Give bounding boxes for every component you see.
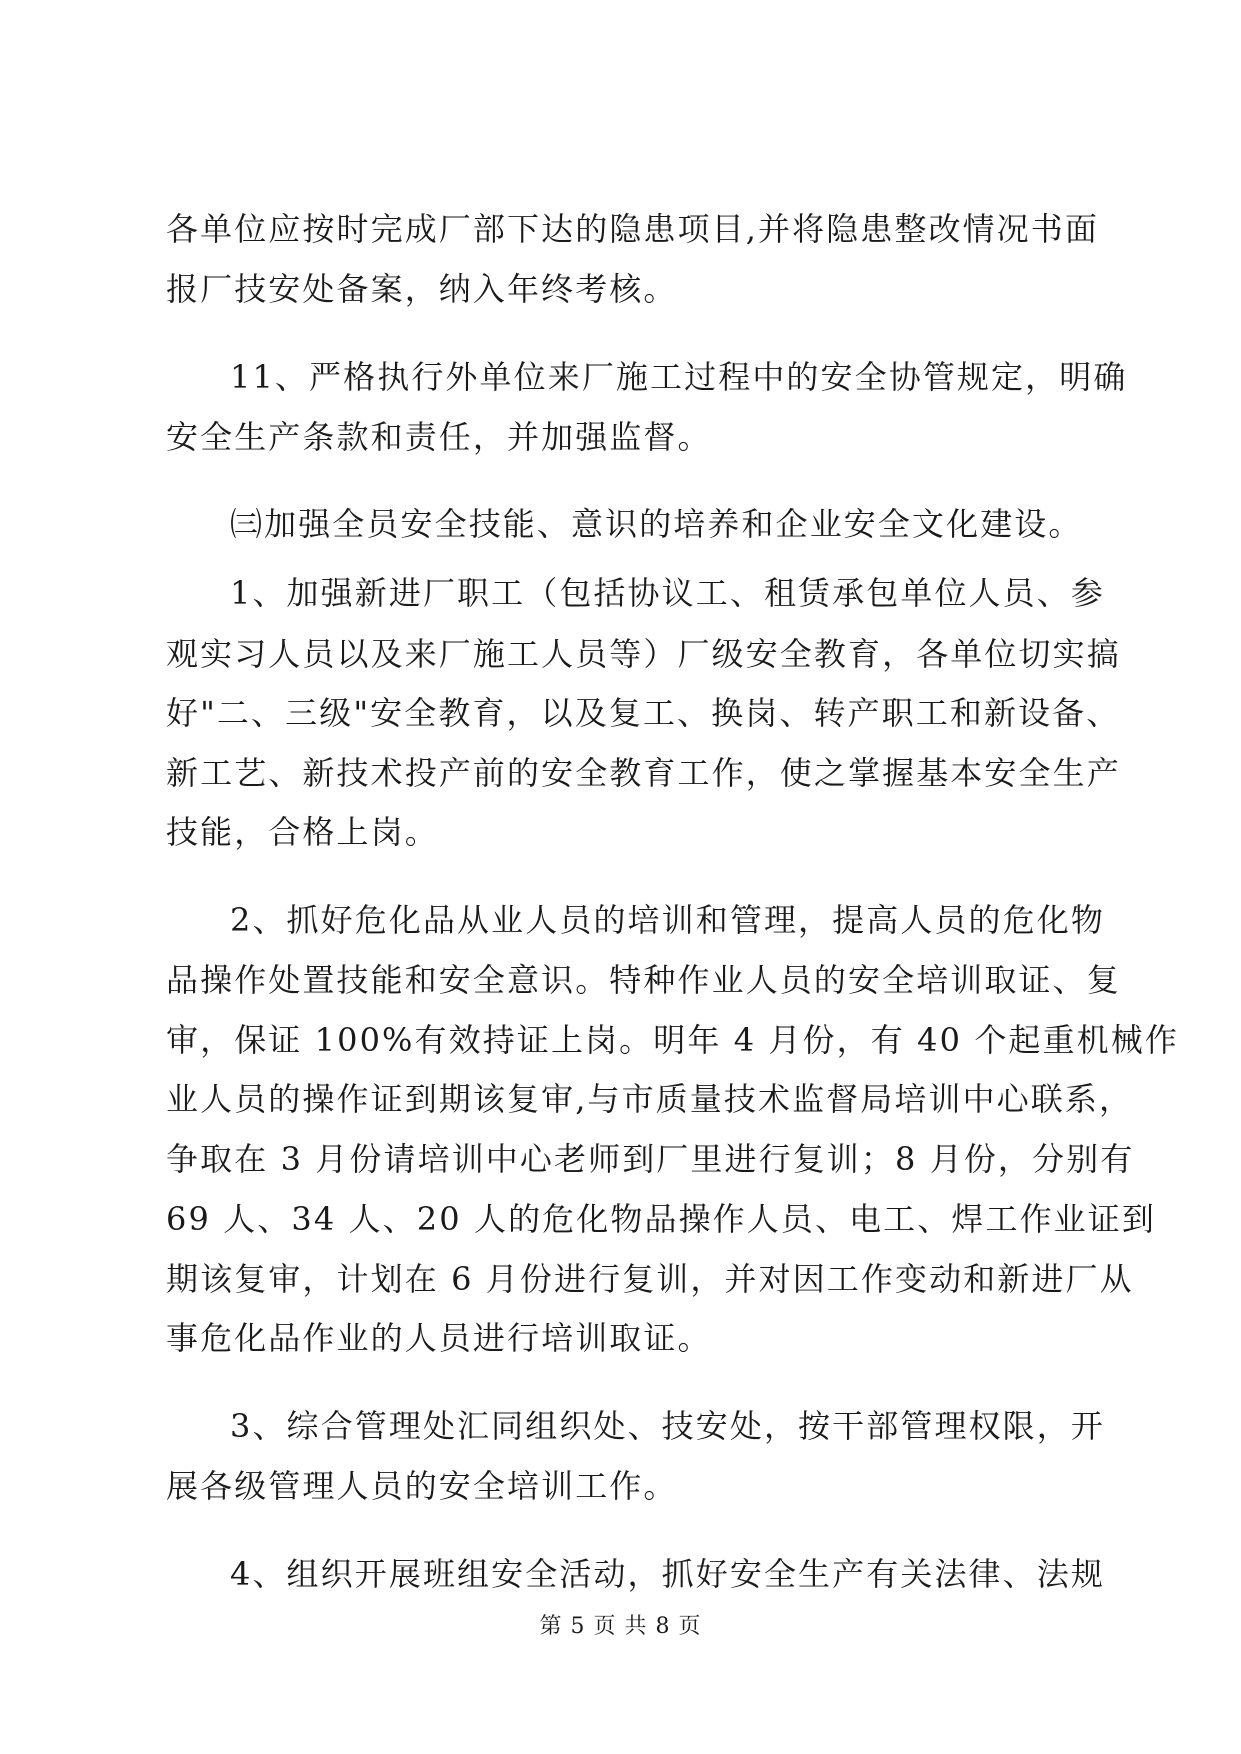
- text-line: 审，保证 100%有效持证上岗。明年 4 月份，有 40 个起重机械作: [166, 1021, 1179, 1059]
- text-line: 2、抓好危化品从业人员的培训和管理，提高人员的危化物: [230, 901, 1105, 939]
- text-line: 观实习人员以及来厂施工人员等）厂级安全教育，各单位切实搞: [166, 635, 1121, 673]
- text-line: 展各级管理人员的安全培训工作。: [166, 1467, 678, 1505]
- text-line: 争取在 3 月份请培训中心老师到厂里进行复训；8 月份，分别有: [166, 1140, 1135, 1178]
- text-line: 4、组织开展班组安全活动，抓好安全生产有关法律、法规: [230, 1555, 1105, 1593]
- text-line: 11、严格执行外单位来厂施工过程中的安全协管规定，明确: [230, 358, 1128, 396]
- page-number: 第 5 页 共 8 页: [539, 1614, 702, 1639]
- text-line: 1、加强新进厂职工（包括协议工、租赁承包单位人员、参: [230, 574, 1105, 612]
- text-line: 报厂技安处备案，纳入年终考核。: [166, 270, 678, 308]
- text-line: 业人员的操作证到期该复审,与市质量技术监督局培训中心联系，: [166, 1080, 1134, 1118]
- text-line: 事危化品作业的人员进行培训取证。: [166, 1319, 712, 1357]
- text-line: 技能，合格上岗。: [166, 813, 439, 851]
- text-line: 安全生产条款和责任，并加强监督。: [166, 418, 712, 456]
- text-line: 品操作处置技能和安全意识。特种作业人员的安全培训取证、复: [166, 961, 1121, 999]
- text-line: 好"二、三级"安全教育，以及复工、换岗、转产职工和新设备、: [166, 694, 1121, 732]
- text-line: 3、综合管理处汇同组织处、技安处，按干部管理权限，开: [230, 1407, 1105, 1445]
- text-line: 各单位应按时完成厂部下达的隐患项目,并将隐患整改情况书面: [166, 210, 1099, 248]
- text-line: 期该复审，计划在 6 月份进行复训，并对因工作变动和新进厂从: [166, 1260, 1134, 1298]
- text-line: 69 人、34 人、20 人的危化物品操作人员、电工、焊工作业证到: [166, 1200, 1156, 1238]
- text-line: 新工艺、新技术投产前的安全教育工作，使之掌握基本安全生产: [166, 754, 1121, 792]
- section-heading: ㈢加强全员安全技能、意识的培养和企业安全文化建设。: [230, 505, 1083, 543]
